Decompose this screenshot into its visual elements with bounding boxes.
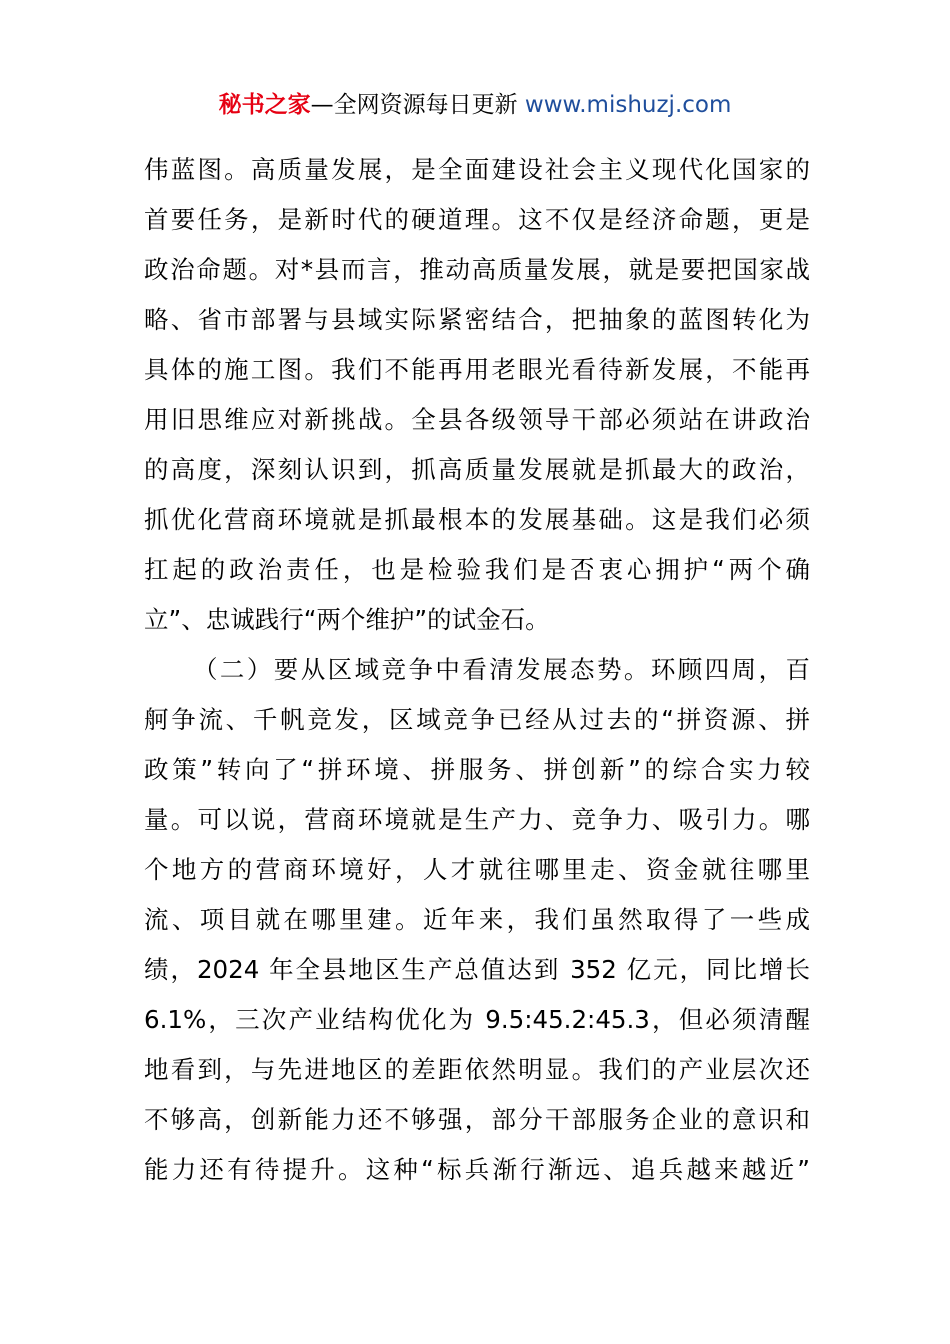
text-line: 扛起的政治责任，也是检验我们是否衷心拥护“两个确 — [144, 555, 810, 584]
text-line: 地看到，与先进地区的差距依然明显。我们的产业层次还 — [144, 1055, 810, 1084]
site-header — [0, 88, 950, 122]
text-line: 用旧思维应对新挑战。全县各级领导干部必须站在讲政治 — [144, 405, 810, 434]
text-line: 的高度，深刻认识到，抓高质量发展就是抓最大的政治， — [144, 455, 810, 484]
text-line: 伟蓝图。高质量发展，是全面建设社会主义现代化国家的 — [144, 155, 810, 184]
document-body — [144, 145, 810, 1195]
text-line: 首要任务，是新时代的硬道理。这不仅是经济命题，更是 — [144, 205, 810, 234]
text-line: 舸争流、千帆竞发，区域竞争已经从过去的“拼资源、拼 — [144, 705, 810, 734]
text-line: 能力还有待提升。这种“标兵渐行渐远、追兵越来越近” — [144, 1155, 810, 1184]
text-line: 量。可以说，营商环境就是生产力、竞争力、吸引力。哪 — [144, 805, 810, 834]
text-line: 不够高，创新能力还不够强，部分干部服务企业的意识和 — [144, 1105, 810, 1134]
text-line: 个地方的营商环境好，人才就往哪里走、资金就往哪里 — [144, 855, 810, 884]
text-line: 流、项目就在哪里建。近年来，我们虽然取得了一些成 — [144, 905, 810, 934]
text-line: 具体的施工图。我们不能再用老眼光看待新发展，不能再 — [144, 355, 810, 384]
site-url-link[interactable]: www.mishuzj.com — [524, 92, 732, 118]
text-line: 抓优化营商环境就是抓最根本的发展基础。这是我们必须 — [144, 505, 810, 534]
site-tagline: —全网资源每日更新 — [310, 92, 525, 118]
paragraph-last-line: 立”、忠诚践行“两个维护”的试金石。 — [144, 605, 550, 634]
text-line: 政治命题。对*县而言，推动高质量发展，就是要把国家战 — [144, 255, 810, 284]
text-line: 6.1%，三次产业结构优化为 9.5:45.2:45.3，但必须清醒 — [144, 1005, 810, 1034]
text-line: 绩，2024 年全县地区生产总值达到 352 亿元，同比增长 — [144, 955, 810, 984]
text-line: 略、省市部署与县域实际紧密结合，把抽象的蓝图转化为 — [144, 305, 810, 334]
site-brand: 秘书之家 — [218, 92, 311, 118]
paragraph-first-line: （二）要从区域竞争中看清发展态势。环顾四周，百 — [193, 655, 810, 684]
text-line: 政策”转向了“拼环境、拼服务、拼创新”的综合实力较 — [144, 755, 810, 784]
